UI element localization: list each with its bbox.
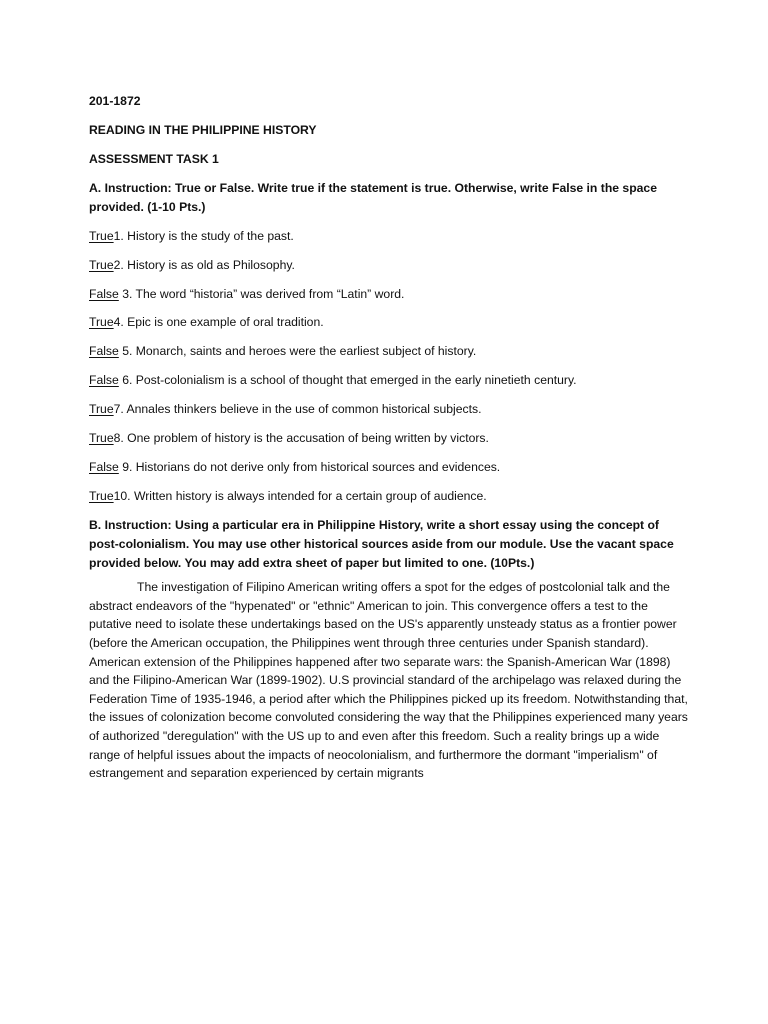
answer-text: False xyxy=(89,373,119,388)
part-b-instruction: B. Instruction: Using a particular era in Philippine History, write a short essay using the concept of post-colonialism. You may use other historical sources aside from our module. Use the vacant space provided below. You may add extra sheet of paper but limited to one. (10Pts.) xyxy=(89,518,674,570)
answer-text: True xyxy=(89,431,114,446)
statement-text: 9. Historians do not derive only from historical sources and evidences. xyxy=(118,460,501,475)
answer-text: True xyxy=(89,402,114,417)
part-a-instruction: A. Instruction: True or False. Write true if the statement is true. Otherwise, write False in the space provided. (1-10 Pts.) xyxy=(89,180,657,214)
statement-text: 3. The word “historia” was derived from “Latin” word. xyxy=(118,286,405,301)
true-false-item xyxy=(89,458,689,477)
answer-text: False xyxy=(89,344,119,359)
essay-paragraph: The investigation of Filipino American writing offers a spot for the edges of postcolonial talk and the abstract endeavors of the "hypenated" or "ethnic" American to join. This convergence offers a test to the putative need to isolate these undertakings based on the US's apparently unsteady status as a frontier power (before the American occupation, the Philippines went through three centuries under Spanish standard). American extension of the Philippines happened after two separate wars: the Spanish-American War (1898) and the Filipino-American War (1899-1902). U.S provincial standard of the archipelago was relaxed during the Federation Time of 1935-1946, a period after which the Philippines picked up its freedom. Notwithstanding that, the issues of colonization become convoluted considering the way that the Philippines experienced many years of authorized "deregulation" with the US up to and even after this freedom. Such a reality brings up a wide range of helpful issues about the impacts of neocolonialism, and furthermore the dormant "imperialism" of estrangement and separation experienced by certain migrants xyxy=(89,580,688,781)
answer-text: False xyxy=(89,460,119,475)
statement-text: 6. Post-colonialism is a school of thought that emerged in the early ninetieth century. xyxy=(118,373,577,388)
course-title: READING IN THE PHILIPPINE HISTORY xyxy=(89,122,317,137)
true-false-item xyxy=(89,342,689,361)
true-false-item xyxy=(89,313,689,332)
true-false-item xyxy=(89,371,689,390)
statement-text: 10. Written history is always intended for a certain group of audience. xyxy=(113,489,487,504)
answer-text: True xyxy=(89,257,114,272)
true-false-item xyxy=(89,400,689,419)
statement-text: 8. One problem of history is the accusation of being written by victors. xyxy=(113,431,489,446)
true-false-list xyxy=(89,227,689,506)
statement-text: 2. History is as old as Philosophy. xyxy=(113,257,295,272)
answer-text: False xyxy=(89,286,119,301)
true-false-item xyxy=(89,227,689,246)
task-title: ASSESSMENT TASK 1 xyxy=(89,151,219,166)
answer-text: True xyxy=(89,228,114,243)
statement-text: 7. Annales thinkers believe in the use of common historical subjects. xyxy=(113,402,482,417)
true-false-item xyxy=(89,285,689,304)
true-false-item xyxy=(89,429,689,448)
true-false-item xyxy=(89,256,689,275)
statement-text: 1. History is the study of the past. xyxy=(113,228,294,243)
true-false-item xyxy=(89,487,689,506)
document-page xyxy=(89,92,689,783)
answer-text: True xyxy=(89,489,114,504)
answer-text: True xyxy=(89,315,114,330)
student-code: 201-1872 xyxy=(89,94,141,108)
statement-text: 5. Monarch, saints and heroes were the earliest subject of history. xyxy=(118,344,477,359)
statement-text: 4. Epic is one example of oral tradition. xyxy=(113,315,324,330)
